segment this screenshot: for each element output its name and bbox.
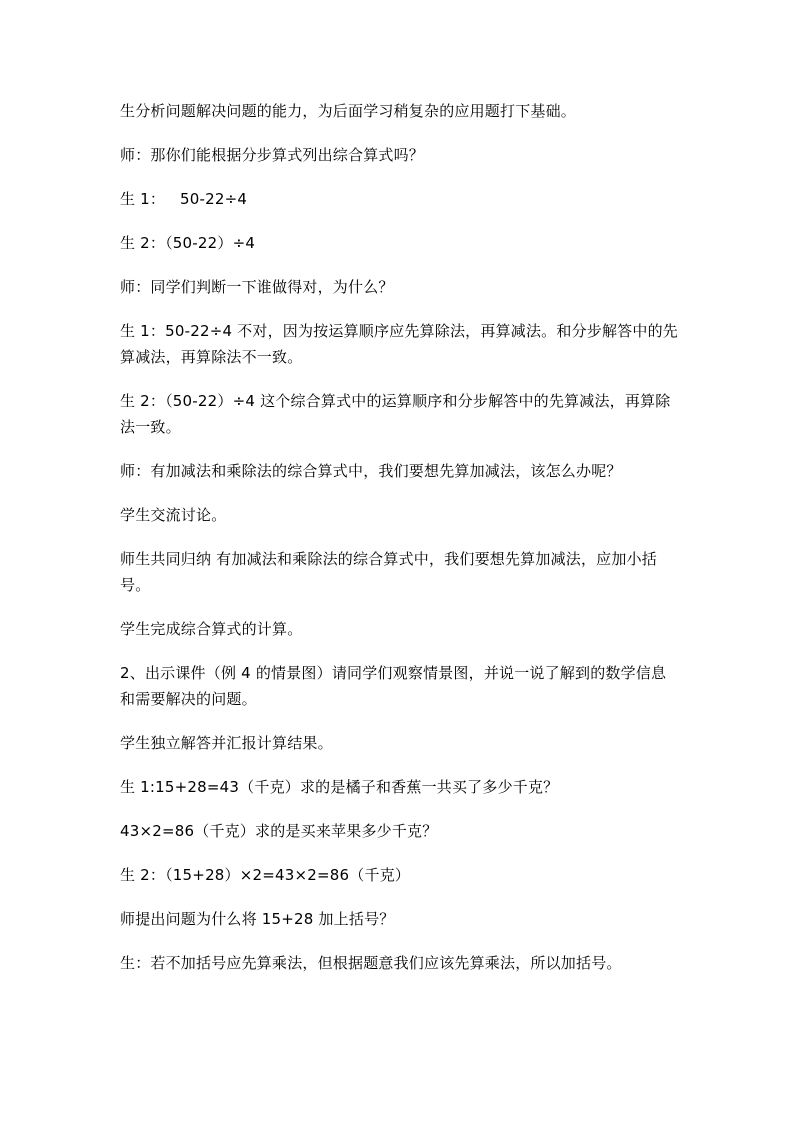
- paragraph-3: 生 1： 50-22÷4: [120, 190, 248, 208]
- paragraph-9: 学生交流讨论。: [120, 506, 227, 524]
- paragraph-6: 生 1：50-22÷4 不对，因为按运算顺序应先算除法，再算减法。和分步解答中的先算减法，再算除法不一致。: [120, 322, 678, 366]
- paragraph-14: 生 1:15+28=43（千克）求的是橘子和香蕉一共买了多少千克？: [120, 778, 559, 796]
- paragraph-13: 学生独立解答并汇报计算结果。: [120, 734, 333, 752]
- paragraph-16: 生 2：（15+28）×2=43×2=86（千克）: [120, 866, 411, 884]
- paragraph-8: 师：有加减法和乘除法的综合算式中，我们要想先算加减法，该怎么办呢？: [120, 462, 622, 480]
- paragraph-1: 生分析问题解决问题的能力，为后面学习稍复杂的应用题打下基础。: [120, 102, 577, 120]
- document-body: [120, 98, 680, 994]
- paragraph-12: 2、出示课件（例 4 的情景图）请同学们观察情景图，并说一说了解到的数学信息和需要解决的问题。: [120, 664, 667, 708]
- paragraph-11: 学生完成综合算式的计算。: [120, 620, 303, 638]
- paragraph-18: 生：若不加括号应先算乘法，但根据题意我们应该先算乘法，所以加括号。: [120, 954, 622, 972]
- paragraph-15: 43×2=86（千克）求的是买来苹果多少千克？: [120, 822, 438, 840]
- paragraph-2: 师：那你们能根据分步算式列出综合算式吗？: [120, 146, 425, 164]
- paragraph-10: 师生共同归纳 有加减法和乘除法的综合算式中，我们要想先算加减法，应加小括号。: [120, 550, 657, 594]
- paragraph-17: 师提出问题为什么将 15+28 加上括号？: [120, 910, 395, 928]
- paragraph-7: 生 2：（50-22）÷4 这个综合算式中的运算顺序和分步解答中的先算减法，再算除法一致。: [120, 392, 671, 436]
- paragraph-5: 师：同学们判断一下谁做得对，为什么？: [120, 278, 394, 296]
- paragraph-4: 生 2：（50-22）÷4: [120, 234, 256, 252]
